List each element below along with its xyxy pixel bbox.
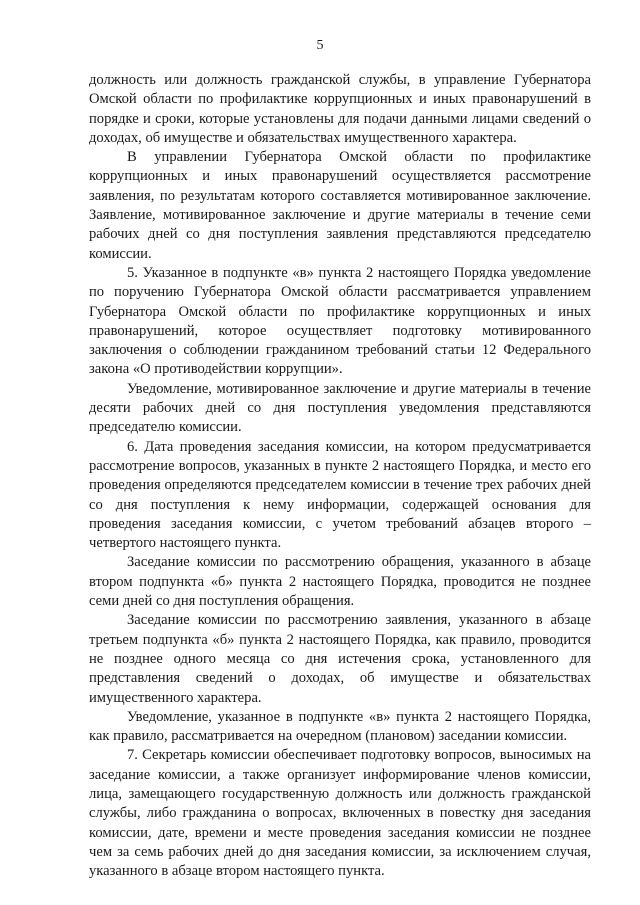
paragraph-item-6: 6. Дата проведения заседания комиссии, на котором предусматривается рассмотрение вопросов, указанных в пункте 2 настоящего Порядка, и место его проведения определяются председателем комиссии в течение трех рабочих дней со дня поступления к нему информации, содержащей основания для проведения заседания комиссии, с учетом требований абзацев второго – четвертого настоящего пункта.: [89, 438, 591, 552]
paragraph-item-7: 7. Секретарь комиссии обеспечивает подготовку вопросов, выносимых на заседание комиссии, а также организует информирование членов комиссии, лица, замещающего государственную должность или должность гражданской службы, либо гражданина о вопросах, включенных в повестку дня заседания комиссии, дате, времени и месте проведения заседания комиссии не позднее чем за семь рабочих дней до дня заседания комиссии, за исключением случая, указанного в абзаце втором настоящего пункта.: [89, 747, 591, 880]
document-body: [89, 71, 591, 881]
paragraph-continuation: должность или должность гражданской службы, в управление Губернатора Омской области по профилактике коррупционных и иных правонарушений в порядке и сроки, которые установлены для подачи данными лицами сведений о доходах, об имуществе и обязательствах имущественного характера.: [89, 72, 591, 146]
paragraph-application-meeting: Заседание комиссии по рассмотрению заявления, указанного в абзаце третьем подпункта «б» пункта 2 настоящего Порядка, как правило, проводится не позднее одного месяца со дня истечения срока, установленного для представления сведений о доходах, об имуществе и обязательствах имущественного характера.: [89, 612, 591, 706]
paragraph-notification-meeting: Уведомление, указанное в подпункте «в» пункта 2 настоящего Порядка, как правило, рассматривается на очередном (плановом) заседании комиссии.: [89, 708, 591, 745]
paragraph-application-review: В управлении Губернатора Омской области по профилактике коррупционных и иных правонарушений осуществляется рассмотрение заявления, по результатам которого составляется мотивированное заключение. Заявление, мотивированное заключение и другие материалы в течение семи рабочих дней со дня поступления заявления представляются председателю комиссии.: [89, 149, 591, 262]
paragraph-appeal-meeting: Заседание комиссии по рассмотрению обращения, указанного в абзаце втором подпункта «б» пункта 2 настоящего Порядка, проводится не позднее семи дней со дня поступления обращения.: [89, 554, 591, 610]
paragraph-item-5: 5. Указанное в подпункте «в» пункта 2 настоящего Порядка уведомление по поручению Губернатора Омской области рассматривается управлением Губернатора Омской области по профилактике коррупционных и иных правонарушений, которое осуществляет подготовку мотивированного заключения о соблюдении гражданином требований статьи 12 Федерального закона «О противодействии коррупции».: [89, 264, 591, 378]
page-number: 5: [316, 38, 324, 53]
paragraph-notification-materials: Уведомление, мотивированное заключение и другие материалы в течение десяти рабочих дней со дня поступления уведомления представляются председателю комиссии.: [89, 380, 591, 436]
